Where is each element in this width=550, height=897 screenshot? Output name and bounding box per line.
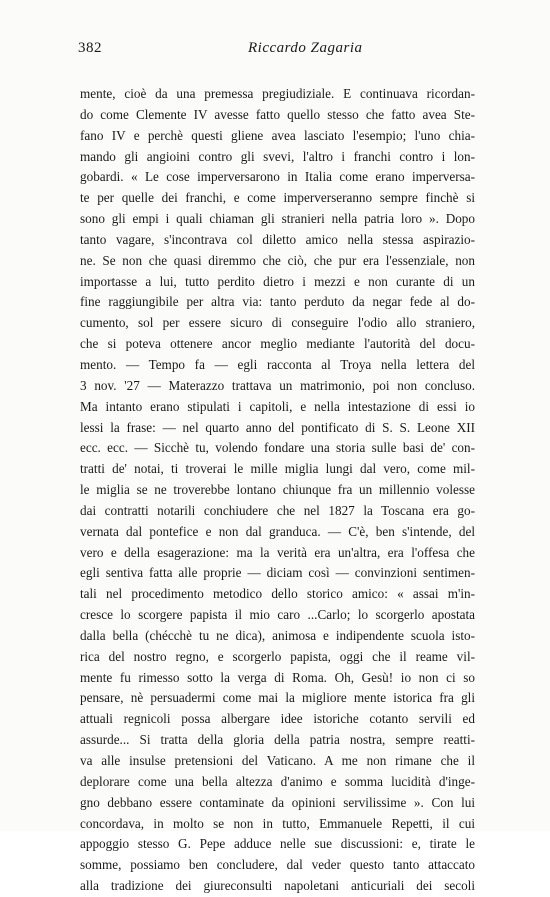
text-line: mente fu rimesso sotto la verga di Roma. Oh, Gesù! io non ci so	[80, 669, 475, 685]
text-line: gno debbano essere contaminate da opinioni servilissime ». Con lui	[80, 794, 475, 810]
text-line: ne. Se non che quasi diremmo che ciò, che pur era l'essenziale, non	[80, 252, 475, 268]
text-line: alla tradizione dei giureconsulti napoletani anticuriali dei secoli	[80, 878, 475, 894]
text-line: somme, possiamo ben concludere, dal veder questo tanto attaccato	[80, 857, 475, 873]
page-header	[78, 40, 478, 62]
text-line: mente, cioè da una premessa pregiudiziale. E continuava ricordan-	[80, 86, 475, 101]
text-line: tali nel procedimento metodico dello storico amico: « assai m'in-	[80, 586, 475, 602]
text-line: sono gli empi i quali chiaman gli stranieri nella patria loro ». Dopo	[80, 211, 475, 227]
text-line: deplorare come una bella altezza d'animo e somma lucidità d'inge-	[80, 773, 475, 789]
text-line: importasse a lui, tutto perdito dietro i mezzi e non curante di un	[80, 273, 475, 289]
text-line: cresce lo scorgere papista il mio caro ...Carlo; lo scorgerlo apostata	[80, 607, 475, 623]
text-line: ecc. ecc. — Sicchè tu, volendo fondare una storia sulle basi de' con-	[80, 440, 475, 456]
text-line: fine raggiungibile per altra via: tanto perduto da negar fede al do-	[80, 294, 475, 310]
text-line: che si poteva ottenere ancor meglio mediante l'autorità del docu-	[80, 336, 475, 352]
text-line: cumento, sol per essere sicuro di conseguire l'odio allo straniero,	[80, 315, 475, 331]
text-line: Ma intanto erano stipulati i capitoli, e nella intestazione di essi io	[80, 398, 475, 414]
text-line: appoggio stesso G. Pepe adduce nelle sue discussioni: e, tirate le	[80, 836, 475, 852]
text-line: dai contratti notarili conchiudere che nel 1827 la Toscana era go-	[80, 502, 475, 518]
text-line: vero e della esagerazione: ma la verità era un'altra, era l'offesa che	[80, 544, 475, 560]
text-line: le miglia se ne troverebbe lontano chiunque fra un millennio volesse	[80, 482, 475, 498]
body-text	[80, 84, 475, 897]
text-line: dalla bella (chécchè tu ne dica), animosa e indipendente scuola isto-	[80, 627, 475, 643]
text-line: do come Clemente IV avesse fatto quello stesso che fatto avea Ste-	[80, 106, 475, 122]
text-line: va alle insulse pretensioni del Vaticano. A me non rimane che il	[80, 753, 475, 768]
text-line: mento. — Tempo fa — egli racconta al Troya nella lettera del	[80, 356, 475, 372]
text-line: concordava, in molto se non in tutto, Emmanuele Repetti, il cui	[80, 815, 475, 831]
text-line: gobardi. « Le cose imperversarono in Italia come erano imperversa-	[80, 169, 475, 185]
text-line: egli sentiva fatta alle proprie — diciam così — convinzioni sentimen-	[80, 565, 475, 581]
text-line: lessi la frase: — nel quarto anno del pontificato di S. S. Leone XII	[80, 419, 475, 435]
text-line: assurde... Si tratta della gloria della patria nostra, sempre reatti-	[80, 732, 475, 748]
text-line: fano IV e perchè questi gliene avea lasciato l'esempio; l'uno chia-	[80, 127, 475, 143]
text-line: attuali regnicoli possa albergare idee istoriche cotanto servili ed	[80, 711, 475, 727]
text-line: te per quelle dei franchi, e come imperverseranno sempre finchè si	[80, 190, 475, 206]
text-line: pensare, nè persuadermi come mai la migliore mente istorica fra gli	[80, 690, 475, 706]
text-line: tanto vagare, s'incontrava col diletto amico nella stessa aspirazio-	[80, 231, 475, 247]
text-line: tratti de' notai, ti troverai le mille miglia lungi dal vero, come mil-	[80, 461, 475, 477]
text-line: 3 nov. '27 — Materazzo trattava un matrimonio, poi non concluso.	[80, 377, 475, 393]
running-head: Riccardo Zagaria	[248, 40, 363, 56]
page-number: 382	[78, 40, 102, 56]
text-line: mando gli angioini contro gli svevi, l'altro i franchi contro i lon-	[80, 148, 475, 164]
text-line: rica del nostro regno, e scorgerlo papista, oggi che il reame vil-	[80, 648, 475, 664]
text-line: vernata dal pontefice e non dal granduca. — C'è, ben s'intende, del	[80, 523, 475, 539]
